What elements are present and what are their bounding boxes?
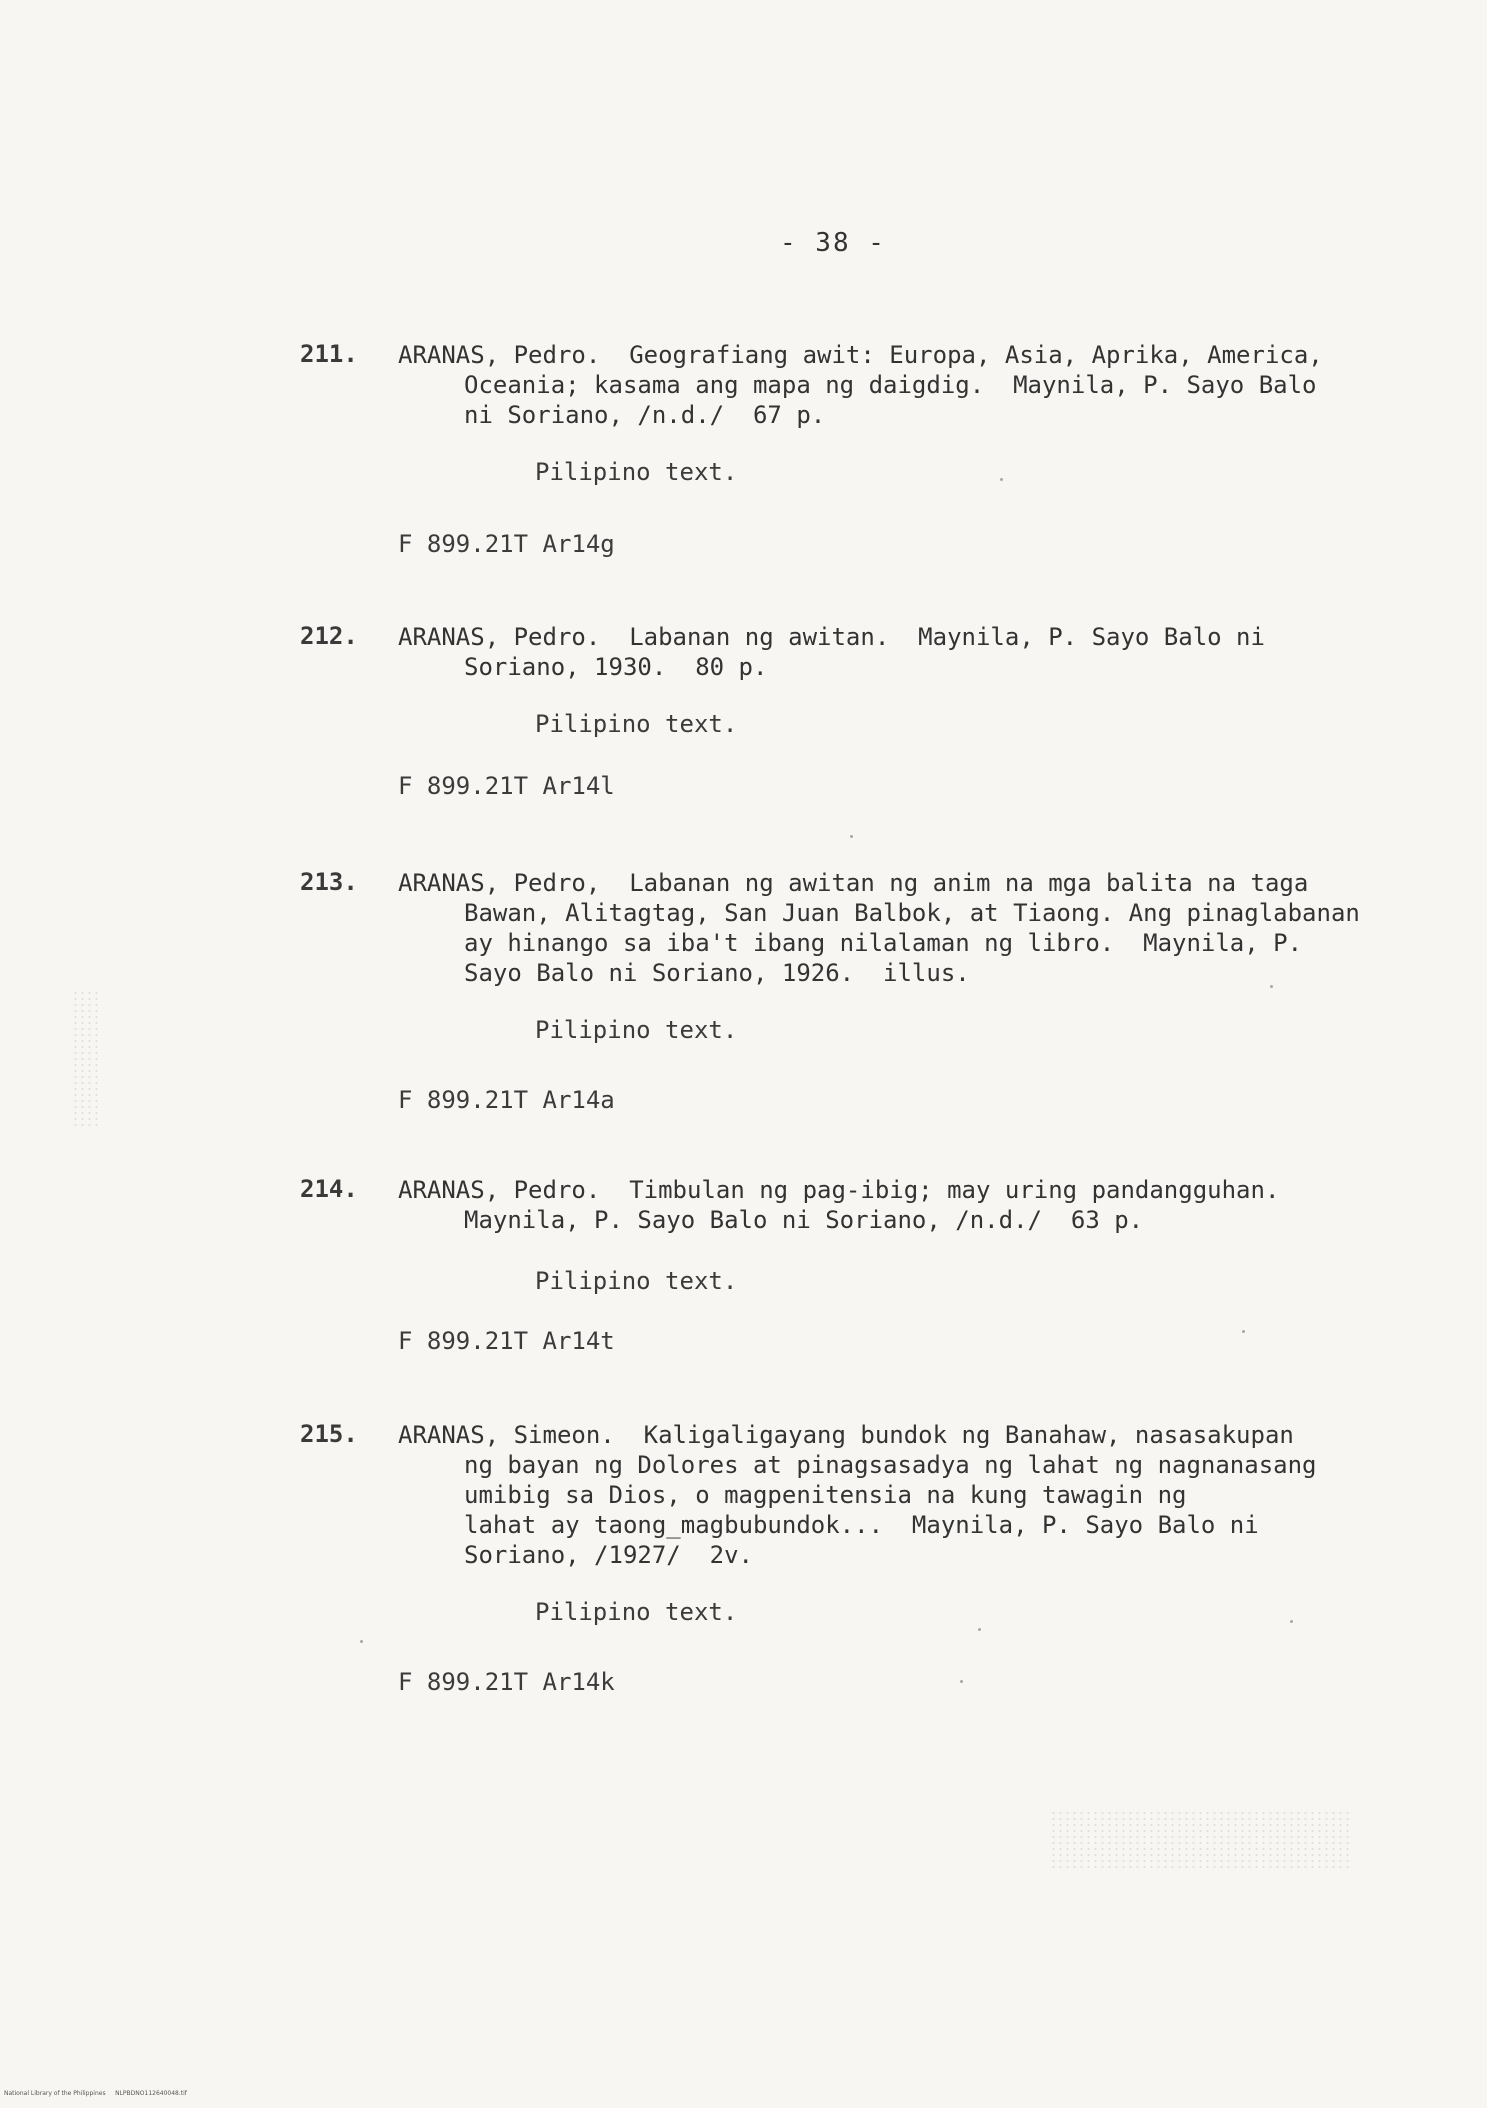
scan-noise bbox=[1050, 1810, 1350, 1870]
language-note: Pilipino text. bbox=[535, 458, 738, 486]
entry-citation bbox=[398, 1420, 1398, 1570]
page-number: - 38 - bbox=[780, 228, 886, 258]
scan-footer: National Library of the Philippines NLPBDNO112640048.tif bbox=[4, 2090, 187, 2097]
citation-line: ARANAS, Pedro, Labanan ng awitan ng anim na mga balita na taga bbox=[398, 869, 1309, 897]
entry-number: 212. bbox=[300, 622, 358, 650]
scan-noise bbox=[72, 990, 102, 1130]
call-number: F 899.21T Ar14a bbox=[398, 1086, 615, 1114]
call-number: F 899.21T Ar14l bbox=[398, 772, 615, 800]
call-number: F 899.21T Ar14k bbox=[398, 1668, 615, 1696]
citation-line: ARANAS, Pedro. Geografiang awit: Europa, Asia, Aprika, America, bbox=[398, 341, 1323, 369]
entry-number: 214. bbox=[300, 1175, 358, 1203]
citation-line: Soriano, /1927/ 2v. bbox=[464, 1541, 753, 1569]
scan-speck bbox=[850, 835, 853, 838]
language-note: Pilipino text. bbox=[535, 1598, 738, 1626]
scan-speck bbox=[1000, 478, 1003, 481]
scan-speck bbox=[1242, 1330, 1245, 1333]
entry-citation bbox=[398, 1175, 1398, 1235]
citation-line: ARANAS, Pedro. Labanan ng awitan. Maynila, P. Sayo Balo ni bbox=[398, 623, 1265, 651]
entry-number: 213. bbox=[300, 868, 358, 896]
citation-line: ay hinango sa iba't ibang nilalaman ng libro. Maynila, P. bbox=[464, 929, 1303, 957]
call-number: F 899.21T Ar14t bbox=[398, 1327, 615, 1355]
citation-line: lahat ay taong_magbubundok... Maynila, P. Sayo Balo ni bbox=[464, 1511, 1259, 1539]
scan-speck bbox=[978, 1628, 981, 1631]
entry-citation bbox=[398, 868, 1398, 988]
entry-number: 215. bbox=[300, 1420, 358, 1448]
language-note: Pilipino text. bbox=[535, 1016, 738, 1044]
call-number: F 899.21T Ar14g bbox=[398, 530, 615, 558]
citation-line: ni Soriano, /n.d./ 67 p. bbox=[464, 401, 826, 429]
citation-line: umibig sa Dios, o magpenitensia na kung tawagin ng bbox=[464, 1481, 1187, 1509]
citation-line: Maynila, P. Sayo Balo ni Soriano, /n.d./ 63 p. bbox=[464, 1206, 1144, 1234]
citation-line: ARANAS, Simeon. Kaligaligayang bundok ng Banahaw, nasasakupan bbox=[398, 1421, 1294, 1449]
scan-speck bbox=[1290, 1620, 1293, 1623]
citation-line: ng bayan ng Dolores at pinagsasadya ng lahat ng nagnanasang bbox=[464, 1451, 1317, 1479]
citation-line: Sayo Balo ni Soriano, 1926. illus. bbox=[464, 959, 970, 987]
scan-speck bbox=[1270, 985, 1273, 988]
language-note: Pilipino text. bbox=[535, 710, 738, 738]
scan-speck bbox=[960, 1680, 963, 1683]
citation-line: Oceania; kasama ang mapa ng daigdig. Maynila, P. Sayo Balo bbox=[464, 371, 1317, 399]
scan-speck bbox=[360, 1640, 363, 1643]
entry-number: 211. bbox=[300, 340, 358, 368]
citation-line: ARANAS, Pedro. Timbulan ng pag-ibig; may uring pandangguhan. bbox=[398, 1176, 1280, 1204]
language-note: Pilipino text. bbox=[535, 1267, 738, 1295]
citation-line: Bawan, Alitagtag, San Juan Balbok, at Tiaong. Ang pinaglabanan bbox=[464, 899, 1360, 927]
entry-citation bbox=[398, 622, 1398, 682]
entry-citation bbox=[398, 340, 1398, 430]
citation-line: Soriano, 1930. 80 p. bbox=[464, 653, 768, 681]
